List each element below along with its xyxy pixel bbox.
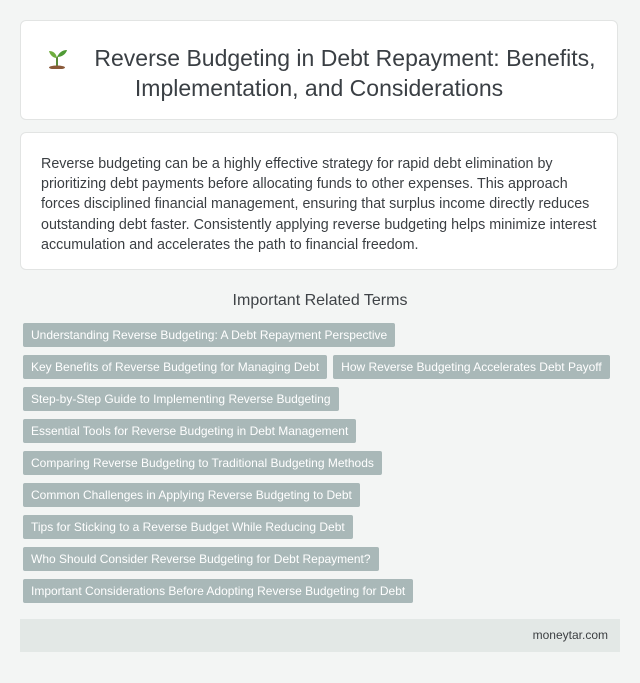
summary-text: Reverse budgeting can be a highly effective strategy for rapid debt elimination by prioritizing debt payments before allocating funds to other expenses. This approach forces disciplined financial management, ensuring that surplus income directly reduces outstanding debt faster. Consistently applying reverse budgeting helps minimize interest accumulation and accelerates the path to financial freedom. bbox=[41, 156, 597, 253]
related-term-tag[interactable]: How Reverse Budgeting Accelerates Debt Payoff bbox=[333, 355, 610, 379]
site-link[interactable]: moneytar.com bbox=[532, 628, 608, 642]
related-term-tag[interactable]: Important Considerations Before Adopting Reverse Budgeting for Debt bbox=[23, 579, 413, 603]
page-title bbox=[21, 21, 617, 103]
page-title-text: Reverse Budgeting in Debt Repayment: Benefits, Implementation, and Considerations bbox=[94, 45, 596, 101]
related-term-tag[interactable]: Who Should Consider Reverse Budgeting for Debt Repayment? bbox=[23, 547, 379, 571]
related-term-tag[interactable]: Common Challenges in Applying Reverse Budgeting to Debt bbox=[23, 483, 360, 507]
related-term-tag[interactable]: Understanding Reverse Budgeting: A Debt Repayment Perspective bbox=[23, 323, 395, 347]
related-terms-heading: Important Related Terms bbox=[232, 292, 408, 309]
related-term-tag[interactable]: Comparing Reverse Budgeting to Traditional Budgeting Methods bbox=[23, 451, 382, 475]
related-term-tag[interactable]: Tips for Sticking to a Reverse Budget While Reducing Debt bbox=[23, 515, 353, 539]
related-term-tag[interactable]: Step-by-Step Guide to Implementing Reverse Budgeting bbox=[23, 387, 339, 411]
related-terms-list bbox=[23, 323, 623, 611]
related-term-tag[interactable]: Key Benefits of Reverse Budgeting for Managing Debt bbox=[23, 355, 327, 379]
footer bbox=[20, 619, 620, 652]
header-card bbox=[20, 20, 618, 120]
sprout-icon bbox=[42, 45, 72, 69]
related-term-tag[interactable]: Essential Tools for Reverse Budgeting in Debt Management bbox=[23, 419, 356, 443]
summary-card bbox=[20, 132, 618, 270]
